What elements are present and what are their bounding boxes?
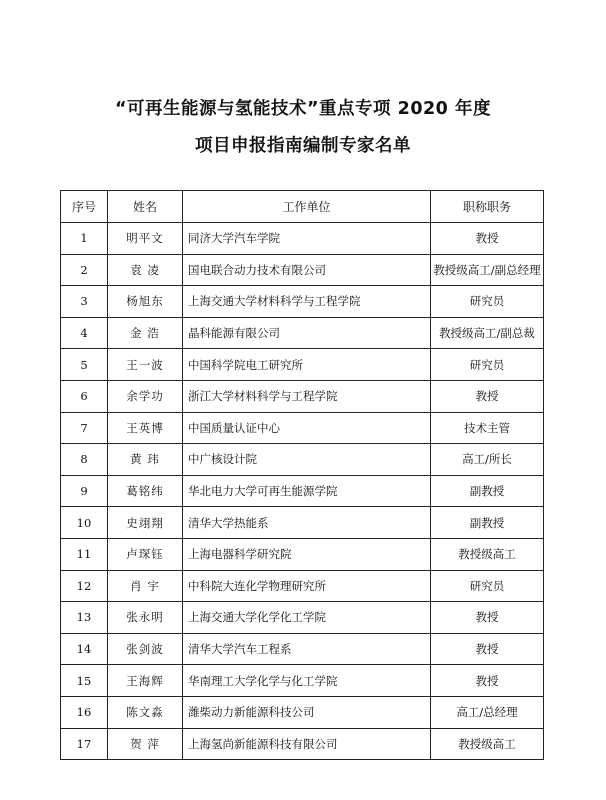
row-number: 1 (61, 223, 108, 255)
table-row (61, 633, 544, 665)
row-position: 副教授 (431, 507, 544, 539)
row-number: 10 (61, 507, 108, 539)
row-name: 史翊翔 (108, 507, 183, 539)
row-number: 2 (61, 254, 108, 286)
row-position: 教授 (431, 223, 544, 255)
row-name: 金 浩 (108, 317, 183, 349)
table-row (61, 570, 544, 602)
row-name: 杨旭东 (108, 286, 183, 318)
row-position: 教授 (431, 633, 544, 665)
row-organization: 晶科能源有限公司 (183, 317, 431, 349)
row-name: 肖 宇 (108, 570, 183, 602)
row-name: 张永明 (108, 602, 183, 634)
row-organization: 国电联合动力技术有限公司 (183, 254, 431, 286)
row-organization: 中国科学院电工研究所 (183, 349, 431, 381)
row-number: 4 (61, 317, 108, 349)
row-number: 8 (61, 444, 108, 476)
row-position: 教授级高工/副总裁 (431, 317, 544, 349)
row-name: 王英博 (108, 412, 183, 444)
row-organization: 同济大学汽车学院 (183, 223, 431, 255)
row-position: 高工/总经理 (431, 696, 544, 728)
row-name: 贺 萍 (108, 728, 183, 760)
table-row (61, 223, 544, 255)
table-row (61, 696, 544, 728)
row-number: 6 (61, 380, 108, 412)
row-organization: 上海电器科学研究院 (183, 538, 431, 570)
row-position: 研究员 (431, 570, 544, 602)
row-number: 5 (61, 349, 108, 381)
row-number: 7 (61, 412, 108, 444)
row-number: 11 (61, 538, 108, 570)
row-name: 袁 凌 (108, 254, 183, 286)
table-row (61, 254, 544, 286)
row-name: 陈文淼 (108, 696, 183, 728)
row-position: 研究员 (431, 286, 544, 318)
row-organization: 上海氢尚新能源科技有限公司 (183, 728, 431, 760)
row-position: 研究员 (431, 349, 544, 381)
row-name: 余学功 (108, 380, 183, 412)
row-number: 3 (61, 286, 108, 318)
row-name: 卢琛钰 (108, 538, 183, 570)
row-number: 16 (61, 696, 108, 728)
row-organization: 上海交通大学化学化工学院 (183, 602, 431, 634)
table-row (61, 286, 544, 318)
row-position: 教授 (431, 602, 544, 634)
table-row (61, 444, 544, 476)
row-organization: 上海交通大学材料科学与工程学院 (183, 286, 431, 318)
row-name: 明平文 (108, 223, 183, 255)
row-organization: 潍柴动力新能源科技公司 (183, 696, 431, 728)
row-number: 17 (61, 728, 108, 760)
document-title-line-2: 项目申报指南编制专家名单 (195, 136, 411, 156)
row-organization: 清华大学热能系 (183, 507, 431, 539)
row-position: 副教授 (431, 475, 544, 507)
table-row (61, 538, 544, 570)
row-position: 教授 (431, 665, 544, 697)
row-organization: 中广核设计院 (183, 444, 431, 476)
table-header-row (61, 191, 544, 223)
row-organization: 中国质量认证中心 (183, 412, 431, 444)
row-number: 13 (61, 602, 108, 634)
row-name: 张剑波 (108, 633, 183, 665)
row-position: 教授级高工/副总经理 (431, 254, 544, 286)
header-position: 职称职务 (431, 191, 544, 223)
row-organization: 清华大学汽车工程系 (183, 633, 431, 665)
table-body (61, 223, 544, 760)
header-name: 姓名 (108, 191, 183, 223)
row-number: 12 (61, 570, 108, 602)
row-number: 14 (61, 633, 108, 665)
row-organization: 中科院大连化学物理研究所 (183, 570, 431, 602)
row-position: 教授级高工 (431, 728, 544, 760)
document-title-line-1: “可再生能源与氢能技术”重点专项 2020 年度 (115, 99, 491, 119)
row-name: 黄 玮 (108, 444, 183, 476)
row-position: 高工/所长 (431, 444, 544, 476)
row-name: 葛铭纬 (108, 475, 183, 507)
header-organization: 工作单位 (183, 191, 431, 223)
row-organization: 华北电力大学可再生能源学院 (183, 475, 431, 507)
row-name: 王海辉 (108, 665, 183, 697)
table-row (61, 602, 544, 634)
table-row (61, 475, 544, 507)
row-name: 王一波 (108, 349, 183, 381)
row-position: 技术主管 (431, 412, 544, 444)
table-row (61, 728, 544, 760)
table-row (61, 665, 544, 697)
row-number: 9 (61, 475, 108, 507)
row-organization: 华南理工大学化学与化工学院 (183, 665, 431, 697)
table-row (61, 317, 544, 349)
row-organization: 浙江大学材料科学与工程学院 (183, 380, 431, 412)
expert-list-table (60, 190, 544, 760)
row-position: 教授 (431, 380, 544, 412)
table-row (61, 380, 544, 412)
row-position: 教授级高工 (431, 538, 544, 570)
table-row (61, 412, 544, 444)
table-row (61, 507, 544, 539)
row-number: 15 (61, 665, 108, 697)
table-row (61, 349, 544, 381)
header-number: 序号 (61, 191, 108, 223)
